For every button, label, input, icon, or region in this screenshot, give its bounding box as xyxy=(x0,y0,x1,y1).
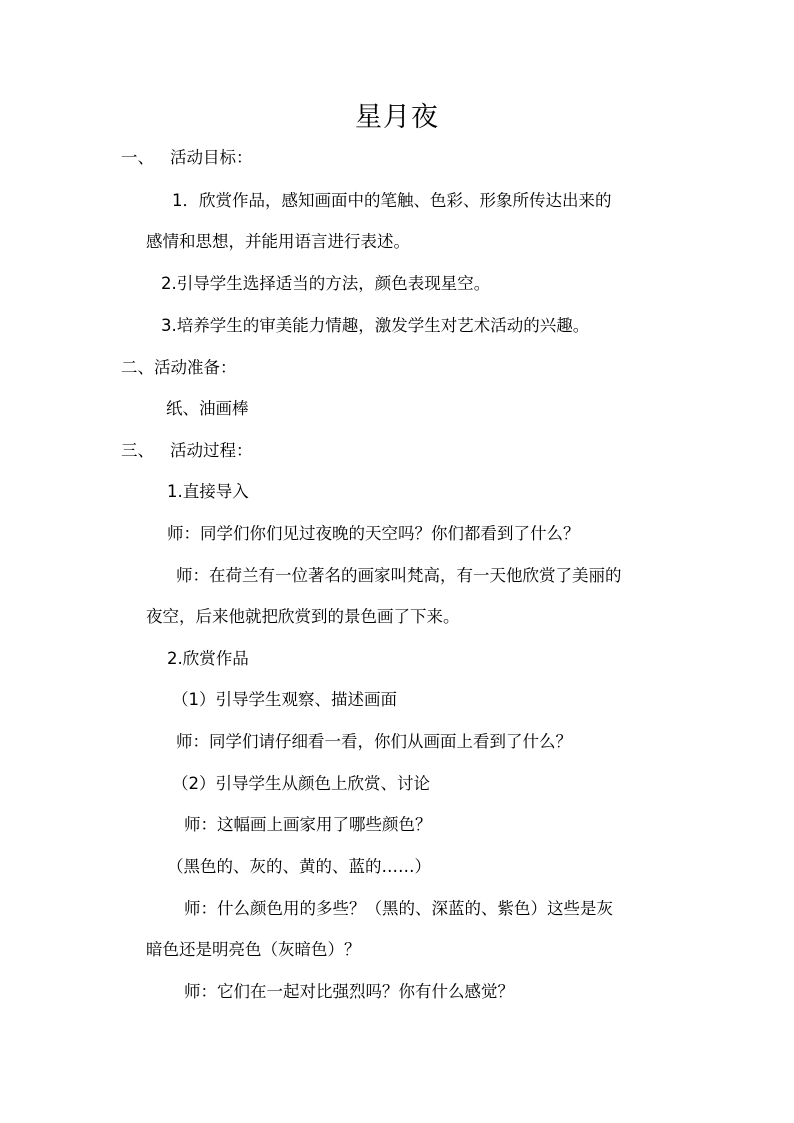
goal1-line1: 1．欣赏作品，感知画面中的笔触、色彩、形象所传达出来的 xyxy=(172,191,612,210)
section3-heading: 活动过程： xyxy=(170,441,253,460)
q5-line2: 暗色还是明亮色（灰暗色）？ xyxy=(146,940,361,959)
goal1-line2: 感情和思想，并能用语言进行表述。 xyxy=(146,232,410,251)
q2-line1: 师：在荷兰有一位著名的画家叫梵高，有一天他欣赏了美丽的 xyxy=(176,566,622,585)
q4: 师：这幅画上画家用了哪些颜色？ xyxy=(184,815,432,834)
sub2: （2）引导学生从颜色上欣赏、讨论 xyxy=(172,774,430,793)
q2-line2: 夜空，后来他就把欣赏到的景色画了下来。 xyxy=(146,607,460,626)
a4: （黑色的、灰的、黄的、蓝的……） xyxy=(167,857,431,876)
section1-number: 一、 xyxy=(121,148,154,167)
section3-number: 三、 xyxy=(121,441,154,460)
goal3: 3.培养学生的审美能力情趣，激发学生对艺术活动的兴趣。 xyxy=(161,316,590,335)
section1-heading: 活动目标： xyxy=(170,148,253,167)
step2: 2.欣赏作品 xyxy=(167,649,249,668)
step1: 1.直接导入 xyxy=(167,482,249,501)
q1: 师：同学们你们见过夜晚的天空吗？你们都看到了什么？ xyxy=(167,524,580,543)
materials: 纸、油画棒 xyxy=(166,399,249,418)
goal2: 2.引导学生选择适当的方法，颜色表现星空。 xyxy=(161,274,491,293)
q5-line1: 师：什么颜色用的多些？（黑的、深蓝的、紫色）这些是灰 xyxy=(184,899,613,918)
section2-heading: 二、活动准备： xyxy=(121,358,237,377)
page-title: 星月夜 xyxy=(355,102,439,133)
q6: 师：它们在一起对比强烈吗？你有什么感觉？ xyxy=(184,982,514,1001)
sub1: （1）引导学生观察、描述画面 xyxy=(172,690,397,709)
q3: 师：同学们请仔细看一看，你们从画面上看到了什么？ xyxy=(176,732,572,751)
